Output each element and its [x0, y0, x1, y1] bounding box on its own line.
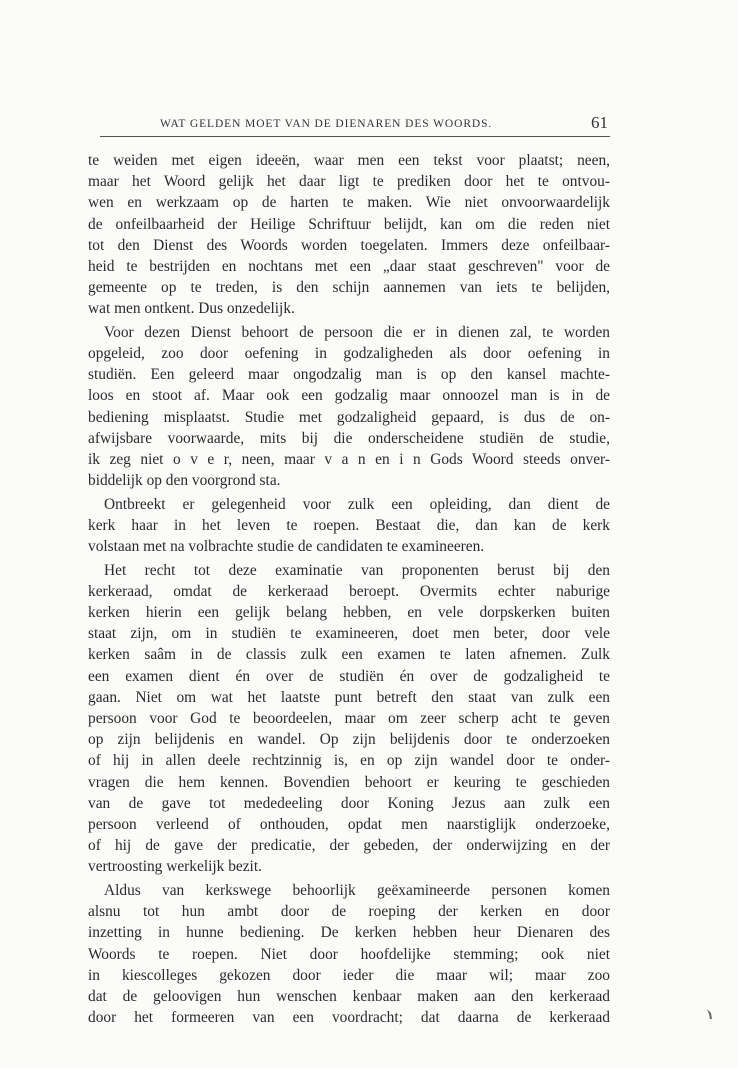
text-line: de onfeilbaarheid der Heilige Schriftuur belijdt, kan om die reden niet: [88, 215, 610, 233]
text-line: Woords te roepen. Niet door hoofdelijke stemming; ook niet: [88, 945, 610, 963]
text-line: inzetting in hunne bediening. De kerken hebben heur Dienaren des: [88, 924, 610, 942]
text-line: van de gave tot mededeeling door Koning Jezus aan zulk een: [88, 794, 610, 812]
text-line: studiën. Een geleerd maar ongodzalig man is op den kansel machte-: [88, 366, 610, 384]
paragraph: [88, 880, 610, 1028]
paragraph: [88, 150, 610, 320]
text-line: kerk haar in het leven te roepen. Bestaat die, dan kan de kerk: [88, 516, 610, 534]
text-line: gemeente op te treden, is den schijn aannemen van iets te belijden,: [88, 279, 610, 297]
text-line: in kiescolleges gekozen door ieder die maar wil; maar zoo: [88, 966, 610, 984]
text-line: alsnu tot hun ambt door de roeping der kerken en door: [88, 903, 610, 921]
text-line: tot den Dienst des Woords worden toegelaten. Immers deze onfeilbaar-: [88, 236, 610, 254]
text-line: een examen dient én over de studiën én over de godzaligheid te: [88, 667, 610, 685]
running-title: WAT GELDEN MOET VAN DE DIENAREN DES WOORDS.: [160, 118, 493, 130]
text-line: biddelijk op den voorgrond sta.: [88, 472, 281, 490]
page-header: [100, 112, 610, 136]
text-line: gaan. Niet om wat het laatste punt betreft den staat van zulk een: [88, 688, 610, 706]
paragraph: [88, 560, 610, 878]
text-line: wen en werkzaam op de harten te maken. Wie niet onvoorwaardelijk: [88, 194, 610, 212]
text-line: of hij de gave der predicatie, der gebeden, der onderwijzing en der: [88, 837, 610, 855]
paragraph: [88, 494, 610, 558]
text-line: bediening misplaatst. Studie met godzaligheid gepaard, is dus de on-: [88, 408, 610, 426]
text-line: wat men ontkent. Dus onzedelijk.: [88, 300, 295, 318]
text-line: afwijsbare voorwaarde, mits bij die onderscheidene studiën de studie,: [88, 429, 610, 447]
text-line: loos en stoot af. Maar ook een godzalig maar onnoozel man is in de: [88, 387, 610, 405]
text-line: op zijn belijdenis en wandel. Op zijn belijdenis door te onderzoeken: [88, 731, 610, 749]
text-line: vertroosting werkelijk bezit.: [88, 858, 262, 876]
text-line: Voor dezen Dienst behoort de persoon die er in dienen zal, te worden: [104, 323, 610, 341]
text-line: persoon verleend of onthouden, opdat men naarstiglijk onderzoeke,: [88, 815, 610, 833]
page-number: 61: [591, 113, 608, 132]
text-line: dat de geloovigen hun wenschen kenbaar maken aan den kerkeraad: [88, 987, 610, 1005]
text-line: kerken hierin een gelijk belang hebben, en vele dorpskerken buiten: [88, 604, 610, 622]
text-line: kerken saâm in de classis zulk een examen te laten afnemen. Zulk: [88, 646, 610, 664]
text-line: kerkeraad, omdat de kerkeraad beroept. Overmits echter naburige: [88, 582, 610, 600]
text-line: staat zijn, om in studiën te examineeren, doet men beter, door vele: [88, 625, 610, 643]
text-line: Het recht tot deze examinatie van proponenten berust bij den: [104, 561, 610, 579]
body-text: [88, 150, 610, 1031]
paragraph: [88, 322, 610, 492]
text-line: volstaan met na volbrachte studie de candidaten te examineeren.: [88, 538, 485, 556]
text-line: vragen die hem kennen. Bovendien behoort er keuring te geschieden: [88, 773, 610, 791]
text-line: of hij in allen deele rechtzinnig is, en op zijn wandel door te onder-: [88, 752, 610, 770]
text-line: door het formeeren van een voordracht; dat daarna de kerkeraad: [88, 1009, 610, 1027]
text-line: Ontbreekt er gelegenheid voor zulk een opleiding, dan dient de: [104, 495, 610, 513]
ink-mark: [706, 1008, 714, 1020]
header-rule: [100, 136, 610, 137]
text-line: ik zeg niet o v e r, neen, maar v a n en i n Gods Woord steeds onver-: [88, 451, 610, 469]
text-line: persoon voor God te beoordeelen, maar om zeer scherp acht te geven: [88, 710, 610, 728]
text-line: heid te bestrijden en nochtans met een „daar staat geschreven" voor de: [88, 257, 610, 275]
text-line: maar het Woord gelijk het daar ligt te prediken door het te ontvou-: [88, 173, 610, 191]
text-line: Aldus van kerkswege behoorlijk geëxamineerde personen komen: [104, 881, 610, 899]
text-line: te weiden met eigen ideeën, waar men een tekst voor plaatst; neen,: [88, 152, 610, 169]
text-line: opgeleid, zoo door oefening in godzaligheden als door oefening in: [88, 345, 610, 363]
